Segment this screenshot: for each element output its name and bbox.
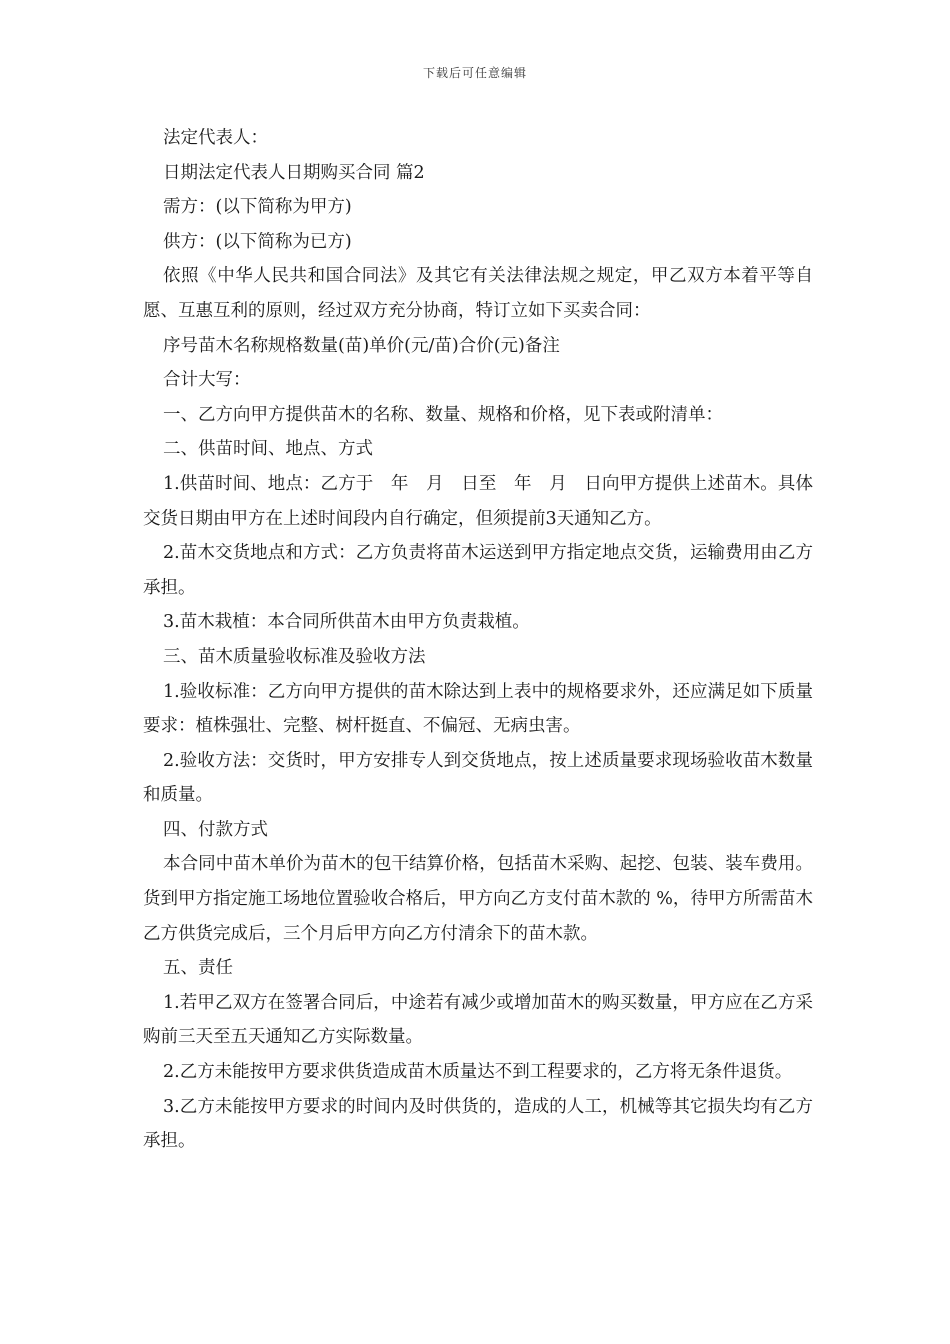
- section-one-heading: 一、乙方向甲方提供苗木的名称、数量、规格和价格，见下表或附清单：: [163, 404, 723, 425]
- clause-5-2: 2.乙方未能按甲方要求供货造成苗木质量达不到工程要求的，乙方将无条件退货。: [163, 1062, 793, 1083]
- clause-2-3: 3.苗木栽植：本合同所供苗木由甲方负责栽植。: [163, 612, 530, 633]
- page-header: 下载后可任意编辑: [422, 66, 527, 80]
- document-body: [143, 121, 813, 1159]
- preamble-paragraph: 依照《中华人民共和国合同法》及其它有关法律法规之规定，甲乙双方本着平等自愿、互惠互利的原则，经过双方充分协商，特订立如下买卖合同：: [143, 266, 813, 321]
- section-two-heading: 二、供苗时间、地点、方式: [163, 439, 373, 460]
- supplier-party-line: 供方：(以下简称为已方): [163, 231, 352, 252]
- legal-representative-line: 法定代表人：: [163, 128, 268, 148]
- buyer-party-line: 需方：(以下简称为甲方): [163, 197, 352, 218]
- payment-paragraph: 本合同中苗木单价为苗木的包干结算价格，包括苗木采购、起挖、包装、装车费用。货到甲方指定施工场地位置验收合格后，甲方向乙方支付苗木款的 %，待甲方所需苗木乙方供货完成后，三个月后甲方向乙方付清余下的苗木款。: [143, 854, 813, 944]
- section-four-heading: 四、付款方式: [163, 819, 268, 840]
- clause-5-1: 1.若甲乙双方在签署合同后，中途若有减少或增加苗木的购买数量，甲方应在乙方采购前三天至五天通知乙方实际数量。: [143, 992, 813, 1048]
- clause-2-1: 1.供苗时间、地点：乙方于 年 月 日至 年 月 日向甲方提供上述苗木。具体交货日期由甲方在上述时间段内自行确定，但须提前3天通知乙方。: [143, 473, 813, 529]
- clause-2-2: 2.苗木交货地点和方式：乙方负责将苗木运送到甲方指定地点交货，运输费用由乙方承担。: [143, 543, 813, 598]
- section-five-heading: 五、责任: [163, 958, 233, 979]
- section-three-heading: 三、苗木质量验收标准及验收方法: [163, 646, 426, 667]
- contract-heading-line: 日期法定代表人日期购买合同 篇2: [163, 162, 425, 183]
- clause-5-3: 3.乙方未能按甲方要求的时间内及时供货的，造成的人工，机械等其它损失均有乙方承担。: [143, 1096, 813, 1152]
- clause-3-2: 2.验收方法：交货时，甲方安排专人到交货地点，按上述质量要求现场验收苗木数量和质量。: [143, 750, 813, 806]
- table-header-line: 序号苗木名称规格数量(苗)单价(元/苗)合价(元)备注: [163, 335, 560, 356]
- clause-3-1: 1.验收标准：乙方向甲方提供的苗木除达到上表中的规格要求外，还应满足如下质量要求：植株强壮、完整、树杆挺直、不偏冠、无病虫害。: [143, 681, 813, 737]
- total-amount-line: 合计大写：: [163, 370, 251, 391]
